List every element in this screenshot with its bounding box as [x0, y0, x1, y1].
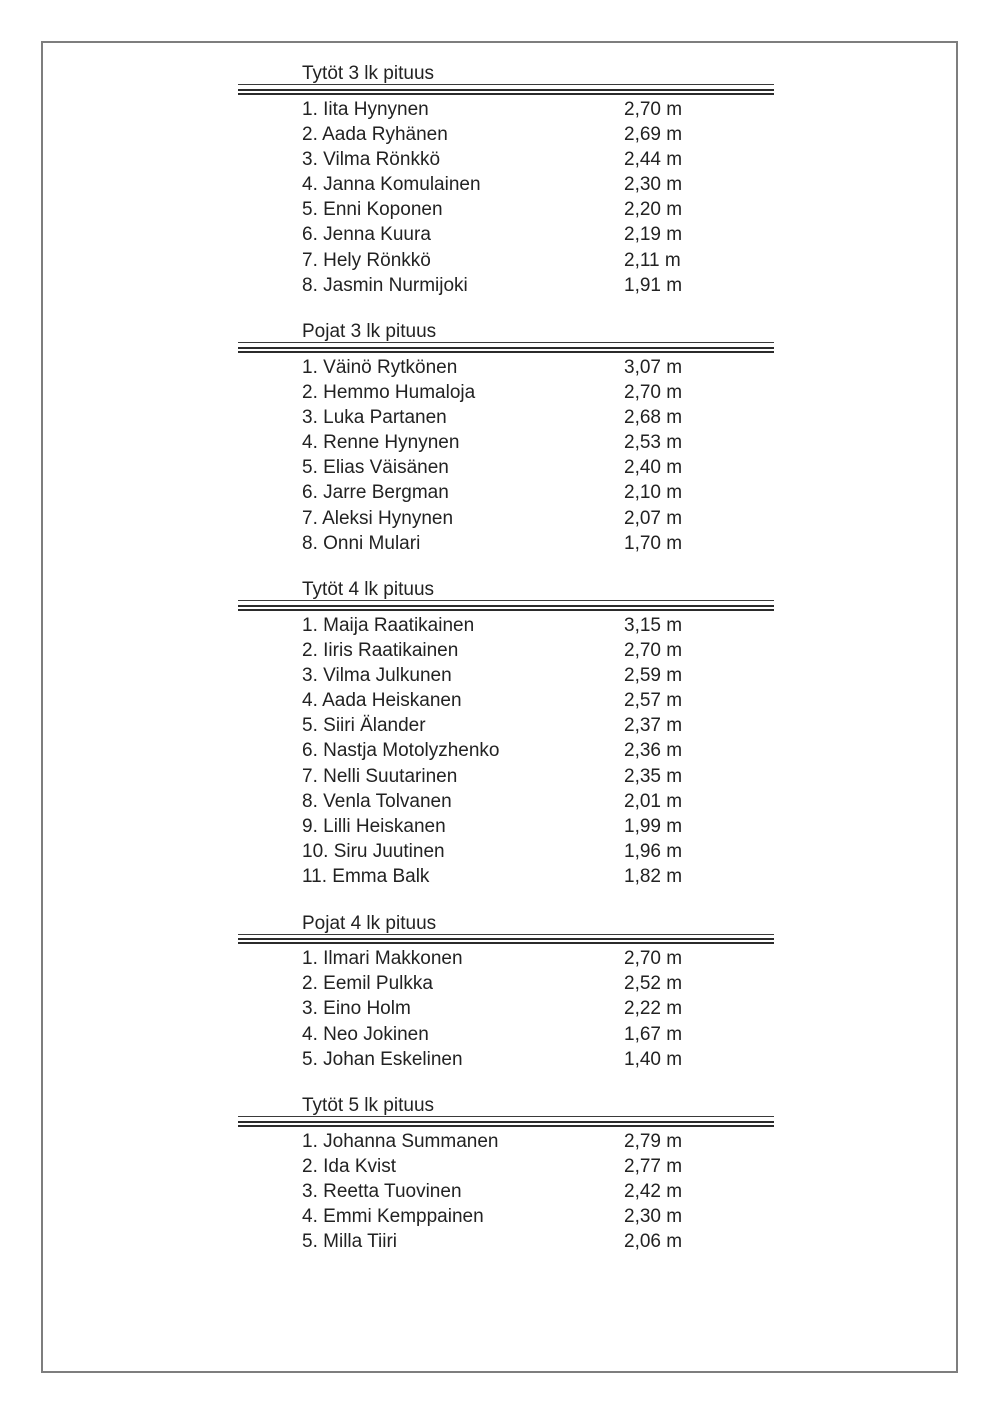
- result-row: [238, 380, 774, 405]
- competitor-rank: 7.: [302, 507, 318, 529]
- competitor-fullname: Iita Hynynen: [323, 98, 429, 120]
- competitor-result: 1,91 m: [624, 274, 683, 296]
- result-row: [238, 248, 774, 273]
- competitor-rank: 2.: [302, 123, 318, 145]
- competitor-result: 1,67 m: [624, 1023, 683, 1045]
- competitor-result: 1,82 m: [624, 866, 683, 888]
- section-results: [238, 97, 774, 299]
- competitor-result: 3,07 m: [624, 356, 683, 378]
- competitor-name-cell: [238, 1229, 624, 1254]
- competitor-result: 2,10 m: [624, 482, 683, 504]
- competitor-name-cell: [238, 405, 624, 430]
- competitor-fullname: Ilmari Makkonen: [323, 948, 463, 970]
- competitor-rank: 6.: [302, 224, 318, 246]
- section-divider-rule: [238, 89, 774, 95]
- section-results: [238, 355, 774, 557]
- competitor-result: 2,53 m: [624, 432, 683, 454]
- competitor-name-cell: [238, 789, 624, 814]
- competitor-name-cell: [238, 506, 624, 531]
- competitor-result: 2,59 m: [624, 664, 683, 686]
- result-row: [238, 688, 774, 713]
- result-row: [238, 1129, 774, 1154]
- competitor-fullname: Enni Koponen: [323, 199, 443, 221]
- competitor-name-cell: [238, 1179, 624, 1204]
- result-row: [238, 996, 774, 1021]
- competitor-fullname: Jarre Bergman: [323, 482, 449, 504]
- competitor-name-cell: [238, 97, 624, 122]
- competitor-name-cell: [238, 172, 624, 197]
- competitor-fullname: Aleksi Hynynen: [322, 507, 454, 529]
- competitor-result: 2,40 m: [624, 457, 683, 479]
- competitor-rank: 1.: [302, 98, 318, 120]
- competitor-rank: 3.: [302, 998, 318, 1020]
- competitor-name-cell: [238, 1154, 624, 1179]
- competitor-fullname: Nastja Motolyzhenko: [323, 740, 500, 762]
- competitor-result: 2,19 m: [624, 224, 683, 246]
- competitor-result: 2,30 m: [624, 1206, 683, 1228]
- competitor-fullname: Hely Rönkkö: [323, 249, 431, 271]
- competitor-result: 1,96 m: [624, 841, 683, 863]
- section-results: [238, 1129, 774, 1255]
- results-content: [238, 64, 774, 1254]
- competitor-result: 2,70 m: [624, 381, 683, 403]
- section-divider-rule: [238, 347, 774, 353]
- result-section: [238, 322, 774, 556]
- result-row: [238, 663, 774, 688]
- result-row: [238, 971, 774, 996]
- competitor-name-cell: [238, 839, 624, 864]
- result-row: [238, 1179, 774, 1204]
- section-title: Tytöt 4 lk pituus: [302, 579, 435, 600]
- competitor-rank: 10.: [302, 841, 329, 863]
- competitor-rank: 1.: [302, 1130, 318, 1152]
- competitor-result: 2,01 m: [624, 790, 683, 812]
- competitor-fullname: Renne Hynynen: [323, 432, 460, 454]
- competitor-fullname: Aada Ryhänen: [322, 123, 448, 145]
- section-title-row: [238, 64, 774, 85]
- result-row: [238, 713, 774, 738]
- competitor-result: 2,06 m: [624, 1231, 683, 1253]
- competitor-fullname: Milla Tiiri: [323, 1231, 398, 1253]
- competitor-result: 1,99 m: [624, 816, 683, 837]
- result-row: [238, 222, 774, 247]
- result-row: [238, 455, 774, 480]
- competitor-result: 1,70 m: [624, 532, 683, 554]
- competitor-fullname: Emma Balk: [332, 866, 430, 888]
- competitor-fullname: Onni Mulari: [323, 532, 421, 554]
- result-row: [238, 147, 774, 172]
- competitor-name-cell: [238, 1129, 624, 1154]
- competitor-rank: 3.: [302, 1180, 318, 1202]
- result-row: [238, 946, 774, 971]
- competitor-fullname: Jenna Kuura: [323, 224, 431, 246]
- competitor-fullname: Nelli Suutarinen: [323, 765, 458, 787]
- result-row: [238, 789, 774, 814]
- competitor-name-cell: [238, 814, 624, 839]
- competitor-result: 2,35 m: [624, 765, 683, 787]
- competitor-name-cell: [238, 713, 624, 738]
- competitor-result: 2,44 m: [624, 148, 683, 170]
- result-row: [238, 122, 774, 147]
- result-row: [238, 1229, 774, 1254]
- competitor-fullname: Luka Partanen: [323, 406, 447, 428]
- competitor-rank: 3.: [302, 664, 318, 686]
- competitor-rank: 4.: [302, 690, 318, 712]
- competitor-rank: 3.: [302, 406, 318, 428]
- result-section: [238, 1096, 774, 1254]
- competitor-result: 2,68 m: [624, 406, 683, 428]
- section-divider-rule: [238, 605, 774, 611]
- competitor-fullname: Väinö Rytkönen: [323, 356, 458, 378]
- section-title: Pojat 4 lk pituus: [302, 912, 437, 934]
- competitor-result: 2,70 m: [624, 98, 683, 120]
- competitor-name-cell: [238, 638, 624, 663]
- competitor-fullname: Johan Eskelinen: [323, 1048, 463, 1070]
- competitor-name-cell: [238, 946, 624, 971]
- competitor-fullname: Emmi Kemppainen: [323, 1206, 484, 1228]
- result-row: [238, 1204, 774, 1229]
- competitor-result: 2,57 m: [624, 690, 683, 712]
- competitor-name-cell: [238, 380, 624, 405]
- result-row: [238, 864, 774, 889]
- competitor-rank: 4.: [302, 1206, 318, 1228]
- competitor-fullname: Eemil Pulkka: [323, 973, 433, 995]
- result-row: [238, 531, 774, 556]
- result-row: [238, 172, 774, 197]
- competitor-fullname: Aada Heiskanen: [322, 690, 462, 712]
- competitor-result: 3,15 m: [624, 614, 683, 636]
- competitor-rank: 6.: [302, 740, 318, 762]
- competitor-rank: 8.: [302, 274, 318, 296]
- result-row: [238, 405, 774, 430]
- competitor-name-cell: [238, 738, 624, 763]
- competitor-name-cell: [238, 663, 624, 688]
- competitor-rank: 5.: [302, 199, 318, 221]
- competitor-fullname: Siiri Älander: [323, 715, 426, 737]
- competitor-result: 2,22 m: [624, 998, 683, 1020]
- competitor-rank: 7.: [302, 765, 318, 787]
- competitor-rank: 8.: [302, 790, 318, 812]
- section-divider-rule: [238, 1121, 774, 1127]
- result-row: [238, 506, 774, 531]
- competitor-name-cell: [238, 996, 624, 1021]
- competitor-name-cell: [238, 197, 624, 222]
- competitor-name-cell: [238, 971, 624, 996]
- competitor-result: 2,07 m: [624, 507, 683, 529]
- section-divider-rule: [238, 938, 774, 944]
- competitor-name-cell: [238, 248, 624, 273]
- competitor-rank: 5.: [302, 457, 318, 479]
- competitor-name-cell: [238, 222, 624, 247]
- competitor-fullname: Vilma Rönkkö: [323, 148, 441, 170]
- competitor-fullname: Lilli Heiskanen: [323, 816, 446, 837]
- competitor-rank: 5.: [302, 1048, 318, 1070]
- competitor-rank: 4.: [302, 174, 318, 196]
- result-row: [238, 430, 774, 455]
- result-row: [238, 764, 774, 789]
- competitor-fullname: Siru Juutinen: [333, 841, 445, 863]
- competitor-name-cell: [238, 430, 624, 455]
- section-title: Tytöt 3 lk pituus: [302, 63, 435, 84]
- competitor-rank: 2.: [302, 973, 318, 995]
- competitor-result: 2,36 m: [624, 740, 683, 762]
- competitor-rank: 2.: [302, 381, 318, 403]
- competitor-name-cell: [238, 355, 624, 380]
- result-row: [238, 814, 774, 839]
- competitor-name-cell: [238, 1204, 624, 1229]
- competitor-fullname: Vilma Julkunen: [323, 664, 452, 686]
- competitor-rank: 4.: [302, 432, 318, 454]
- competitor-rank: 7.: [302, 249, 318, 271]
- result-section: [238, 914, 774, 1072]
- competitor-result: 2,42 m: [624, 1180, 683, 1202]
- competitor-result: 2,69 m: [624, 123, 683, 145]
- competitor-name-cell: [238, 531, 624, 556]
- competitor-fullname: Neo Jokinen: [323, 1023, 429, 1045]
- result-section: [238, 580, 774, 890]
- competitor-rank: 1.: [302, 614, 318, 636]
- competitor-rank: 6.: [302, 482, 318, 504]
- competitor-rank: 2.: [302, 639, 318, 661]
- competitor-result: 2,70 m: [624, 639, 683, 661]
- competitor-name-cell: [238, 613, 624, 638]
- competitor-result: 2,11 m: [624, 249, 681, 271]
- competitor-name-cell: [238, 147, 624, 172]
- competitor-result: 2,37 m: [624, 715, 683, 737]
- result-row: [238, 197, 774, 222]
- competitor-rank: 11.: [302, 866, 328, 888]
- result-row: [238, 638, 774, 663]
- competitor-rank: 2.: [302, 1155, 318, 1177]
- competitor-rank: 5.: [302, 1231, 318, 1253]
- competitor-rank: 8.: [302, 532, 318, 554]
- competitor-result: 2,70 m: [624, 948, 683, 970]
- result-row: [238, 355, 774, 380]
- competitor-rank: 9.: [302, 816, 318, 837]
- result-row: [238, 738, 774, 763]
- competitor-fullname: Janna Komulainen: [323, 174, 481, 196]
- competitor-fullname: Johanna Summanen: [323, 1130, 499, 1152]
- competitor-name-cell: [238, 455, 624, 480]
- section-title-row: [238, 580, 774, 601]
- competitor-result: 2,30 m: [624, 174, 683, 196]
- result-row: [238, 480, 774, 505]
- result-row: [238, 1047, 774, 1072]
- competitor-fullname: Ida Kvist: [323, 1155, 397, 1177]
- result-row: [238, 1022, 774, 1047]
- competitor-name-cell: [238, 764, 624, 789]
- competitor-name-cell: [238, 480, 624, 505]
- competitor-result: 2,52 m: [624, 973, 683, 995]
- section-title-row: [238, 1096, 774, 1117]
- result-row: [238, 1154, 774, 1179]
- competitor-fullname: Reetta Tuovinen: [323, 1180, 462, 1202]
- competitor-rank: 3.: [302, 148, 318, 170]
- competitor-fullname: Jasmin Nurmijoki: [323, 274, 468, 296]
- competitor-name-cell: [238, 864, 624, 889]
- competitor-fullname: Maija Raatikainen: [323, 614, 475, 636]
- competitor-rank: 5.: [302, 715, 318, 737]
- result-row: [238, 97, 774, 122]
- competitor-result: 1,40 m: [624, 1048, 683, 1070]
- section-results: [238, 946, 774, 1072]
- section-title: Pojat 3 lk pituus: [302, 321, 437, 342]
- section-title-row: [238, 914, 774, 935]
- section-results: [238, 613, 774, 890]
- competitor-name-cell: [238, 688, 624, 713]
- competitor-name-cell: [238, 273, 624, 298]
- competitor-result: 2,20 m: [624, 199, 683, 221]
- competitor-result: 2,79 m: [624, 1130, 683, 1152]
- competitor-name-cell: [238, 1047, 624, 1072]
- competitor-result: 2,77 m: [624, 1155, 683, 1177]
- result-row: [238, 613, 774, 638]
- result-row: [238, 273, 774, 298]
- competitor-fullname: Eino Holm: [323, 998, 411, 1020]
- competitor-name-cell: [238, 122, 624, 147]
- result-section: [238, 64, 774, 298]
- competitor-rank: 1.: [302, 356, 318, 378]
- competitor-name-cell: [238, 1022, 624, 1047]
- competitor-fullname: Venla Tolvanen: [323, 790, 452, 812]
- competitor-fullname: Elias Väisänen: [323, 457, 449, 479]
- section-title-row: [238, 322, 774, 343]
- result-row: [238, 839, 774, 864]
- competitor-rank: 1.: [302, 948, 318, 970]
- competitor-fullname: Iiris Raatikainen: [323, 639, 459, 661]
- competitor-fullname: Hemmo Humaloja: [323, 381, 476, 403]
- document-page: [41, 41, 958, 1373]
- competitor-rank: 4.: [302, 1023, 318, 1045]
- section-title: Tytöt 5 lk pituus: [302, 1095, 435, 1116]
